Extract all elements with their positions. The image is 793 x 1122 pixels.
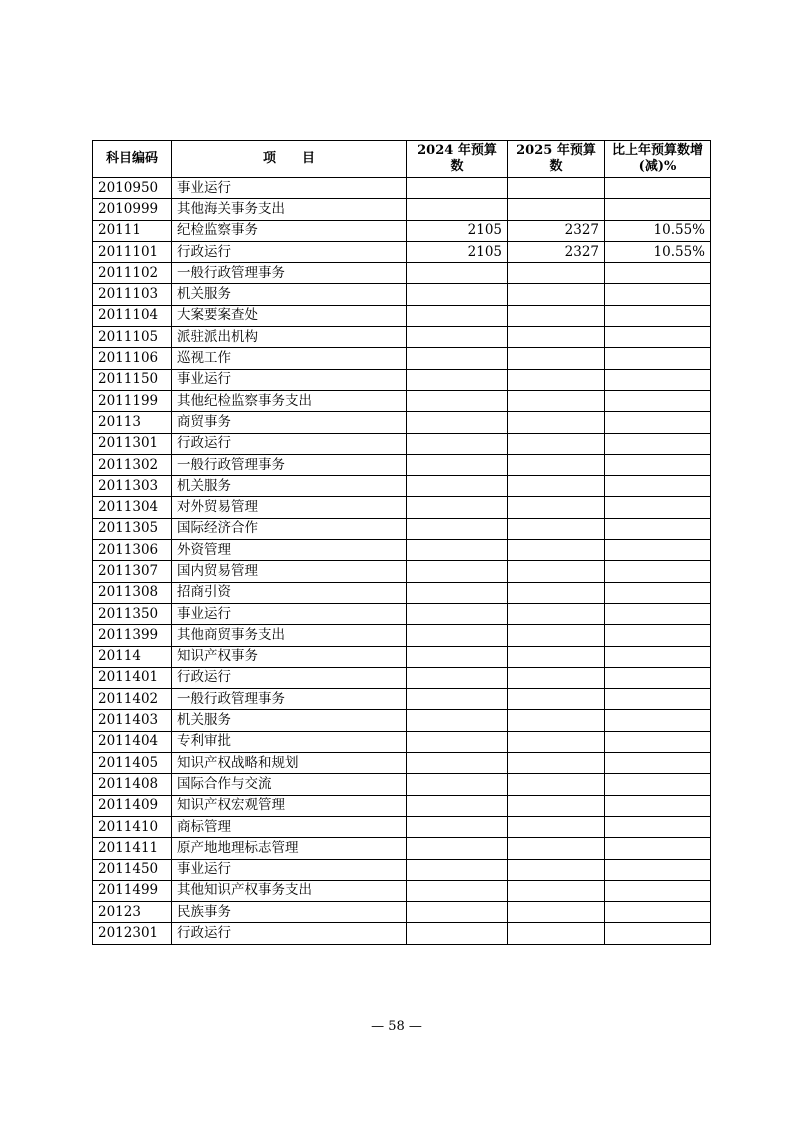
cell-budget-2024 [407, 731, 508, 752]
cell-budget-2024 [407, 582, 508, 603]
cell-change [605, 369, 711, 390]
cell-name: 外资管理 [172, 540, 407, 561]
cell-budget-2024 [407, 476, 508, 497]
cell-budget-2025 [508, 603, 605, 624]
cell-change [605, 433, 711, 454]
cell-budget-2025 [508, 454, 605, 475]
cell-budget-2024 [407, 178, 508, 199]
cell-budget-2024 [407, 518, 508, 539]
table-row [93, 710, 711, 731]
cell-change [605, 582, 711, 603]
cell-code: 2011402 [93, 689, 172, 710]
cell-change [605, 923, 711, 944]
table-row [93, 625, 711, 646]
table-row [93, 689, 711, 710]
cell-name: 招商引资 [172, 582, 407, 603]
cell-budget-2024 [407, 689, 508, 710]
cell-name: 事业运行 [172, 178, 407, 199]
cell-budget-2025 [508, 390, 605, 411]
cell-budget-2024 [407, 348, 508, 369]
cell-code: 2010999 [93, 199, 172, 220]
cell-change [605, 327, 711, 348]
cell-budget-2024 [407, 603, 508, 624]
cell-name: 大案要案查处 [172, 305, 407, 326]
table-row [93, 753, 711, 774]
cell-change [605, 284, 711, 305]
cell-name: 事业运行 [172, 859, 407, 880]
cell-budget-2025 [508, 902, 605, 923]
cell-change [605, 518, 711, 539]
cell-name: 其他商贸事务支出 [172, 625, 407, 646]
cell-budget-2025: 2327 [508, 241, 605, 262]
cell-budget-2024 [407, 923, 508, 944]
cell-budget-2025 [508, 476, 605, 497]
cell-name: 机关服务 [172, 476, 407, 497]
cell-code: 2011450 [93, 859, 172, 880]
cell-budget-2024 [407, 199, 508, 220]
cell-name: 其他海关事务支出 [172, 199, 407, 220]
table-row [93, 369, 711, 390]
cell-name: 一般行政管理事务 [172, 263, 407, 284]
cell-budget-2025 [508, 859, 605, 880]
cell-budget-2024 [407, 263, 508, 284]
cell-budget-2024 [407, 433, 508, 454]
cell-code: 2011150 [93, 369, 172, 390]
page-number: — 58 — [371, 1019, 422, 1034]
table-row [93, 646, 711, 667]
table-row [93, 518, 711, 539]
cell-code: 2011106 [93, 348, 172, 369]
cell-name: 对外贸易管理 [172, 497, 407, 518]
table-row [93, 731, 711, 752]
cell-budget-2024 [407, 646, 508, 667]
cell-code: 20114 [93, 646, 172, 667]
cell-code: 2011403 [93, 710, 172, 731]
cell-name: 行政运行 [172, 241, 407, 262]
cell-code: 2012301 [93, 923, 172, 944]
table-row [93, 561, 711, 582]
cell-code: 2010950 [93, 178, 172, 199]
cell-budget-2025 [508, 561, 605, 582]
cell-name: 国内贸易管理 [172, 561, 407, 582]
cell-budget-2025 [508, 710, 605, 731]
cell-code: 2011306 [93, 540, 172, 561]
cell-budget-2024 [407, 795, 508, 816]
cell-name: 专利审批 [172, 731, 407, 752]
cell-budget-2025 [508, 753, 605, 774]
cell-budget-2024 [407, 454, 508, 475]
cell-name: 行政运行 [172, 923, 407, 944]
cell-change [605, 859, 711, 880]
cell-budget-2025 [508, 497, 605, 518]
cell-code: 2011104 [93, 305, 172, 326]
cell-budget-2025 [508, 199, 605, 220]
cell-code: 2011499 [93, 880, 172, 901]
cell-change [605, 710, 711, 731]
header-budget-2024: 2024 年预算数 [407, 141, 508, 178]
cell-code: 2011302 [93, 454, 172, 475]
cell-name: 民族事务 [172, 902, 407, 923]
cell-code: 2011307 [93, 561, 172, 582]
header-name: 项 目 [172, 141, 407, 178]
cell-change [605, 305, 711, 326]
cell-change [605, 390, 711, 411]
table-row [93, 582, 711, 603]
cell-budget-2024 [407, 561, 508, 582]
cell-change [605, 178, 711, 199]
table-row [93, 774, 711, 795]
cell-change [605, 625, 711, 646]
cell-code: 2011105 [93, 327, 172, 348]
table-row [93, 327, 711, 348]
header-row [93, 141, 711, 178]
cell-change [605, 838, 711, 859]
cell-change [605, 667, 711, 688]
cell-budget-2025 [508, 305, 605, 326]
cell-budget-2024 [407, 284, 508, 305]
cell-budget-2024 [407, 710, 508, 731]
cell-budget-2025 [508, 731, 605, 752]
table-header [93, 141, 711, 178]
cell-code: 2011409 [93, 795, 172, 816]
table-row [93, 220, 711, 241]
cell-code: 2011102 [93, 263, 172, 284]
cell-name: 派驻派出机构 [172, 327, 407, 348]
cell-name: 国际合作与交流 [172, 774, 407, 795]
header-code: 科目编码 [93, 141, 172, 178]
cell-code: 20123 [93, 902, 172, 923]
cell-name: 知识产权宏观管理 [172, 795, 407, 816]
cell-code: 2011103 [93, 284, 172, 305]
cell-code: 20113 [93, 412, 172, 433]
cell-budget-2024 [407, 753, 508, 774]
cell-code: 2011301 [93, 433, 172, 454]
cell-budget-2024 [407, 625, 508, 646]
cell-budget-2025 [508, 795, 605, 816]
cell-name: 知识产权事务 [172, 646, 407, 667]
table-row [93, 816, 711, 837]
cell-budget-2024: 2105 [407, 220, 508, 241]
cell-budget-2025 [508, 923, 605, 944]
cell-name: 纪检监察事务 [172, 220, 407, 241]
table-row [93, 540, 711, 561]
table-row [93, 667, 711, 688]
cell-budget-2025 [508, 540, 605, 561]
cell-change [605, 454, 711, 475]
cell-budget-2025: 2327 [508, 220, 605, 241]
cell-code: 2011410 [93, 816, 172, 837]
table-row [93, 263, 711, 284]
table-row [93, 880, 711, 901]
cell-budget-2024 [407, 390, 508, 411]
cell-code: 2011305 [93, 518, 172, 539]
cell-budget-2025 [508, 880, 605, 901]
cell-change [605, 540, 711, 561]
cell-change: 10.55% [605, 220, 711, 241]
table-row [93, 603, 711, 624]
cell-code: 2011199 [93, 390, 172, 411]
cell-name: 事业运行 [172, 369, 407, 390]
cell-budget-2025 [508, 263, 605, 284]
cell-name: 其他纪检监察事务支出 [172, 390, 407, 411]
cell-change [605, 476, 711, 497]
cell-change [605, 880, 711, 901]
cell-name: 其他知识产权事务支出 [172, 880, 407, 901]
cell-budget-2024 [407, 816, 508, 837]
table-body [93, 178, 711, 945]
cell-budget-2025 [508, 689, 605, 710]
cell-budget-2025 [508, 774, 605, 795]
cell-code: 2011411 [93, 838, 172, 859]
cell-change: 10.55% [605, 241, 711, 262]
cell-code: 2011401 [93, 667, 172, 688]
cell-budget-2025 [508, 369, 605, 390]
cell-budget-2025 [508, 284, 605, 305]
cell-budget-2025 [508, 582, 605, 603]
cell-budget-2025 [508, 838, 605, 859]
cell-budget-2025 [508, 646, 605, 667]
cell-code: 2011399 [93, 625, 172, 646]
cell-code: 2011303 [93, 476, 172, 497]
cell-change [605, 561, 711, 582]
cell-name: 原产地地理标志管理 [172, 838, 407, 859]
table-row [93, 902, 711, 923]
cell-name: 机关服务 [172, 284, 407, 305]
cell-name: 商标管理 [172, 816, 407, 837]
cell-name: 一般行政管理事务 [172, 454, 407, 475]
cell-name: 行政运行 [172, 667, 407, 688]
cell-budget-2025 [508, 816, 605, 837]
cell-budget-2024 [407, 880, 508, 901]
cell-change [605, 497, 711, 518]
cell-name: 国际经济合作 [172, 518, 407, 539]
cell-change [605, 902, 711, 923]
cell-code: 2011405 [93, 753, 172, 774]
cell-name: 行政运行 [172, 433, 407, 454]
cell-change [605, 774, 711, 795]
cell-code: 2011308 [93, 582, 172, 603]
table-row [93, 390, 711, 411]
cell-code: 2011304 [93, 497, 172, 518]
table-row [93, 241, 711, 262]
cell-budget-2025 [508, 178, 605, 199]
cell-budget-2024 [407, 327, 508, 348]
cell-budget-2024 [407, 369, 508, 390]
cell-budget-2025 [508, 348, 605, 369]
cell-change [605, 348, 711, 369]
cell-change [605, 753, 711, 774]
table-row [93, 305, 711, 326]
cell-budget-2025 [508, 327, 605, 348]
table-row [93, 412, 711, 433]
cell-change [605, 263, 711, 284]
cell-budget-2024 [407, 540, 508, 561]
cell-change [605, 816, 711, 837]
table-row [93, 454, 711, 475]
cell-budget-2024 [407, 838, 508, 859]
cell-budget-2024 [407, 774, 508, 795]
table-row [93, 178, 711, 199]
cell-budget-2025 [508, 433, 605, 454]
cell-change [605, 731, 711, 752]
cell-code: 20111 [93, 220, 172, 241]
table-row [93, 348, 711, 369]
cell-budget-2024 [407, 412, 508, 433]
cell-name: 商贸事务 [172, 412, 407, 433]
header-budget-2025: 2025 年预算数 [508, 141, 605, 178]
cell-budget-2024 [407, 902, 508, 923]
cell-budget-2025 [508, 518, 605, 539]
cell-change [605, 603, 711, 624]
cell-budget-2024 [407, 859, 508, 880]
table-row [93, 199, 711, 220]
cell-change [605, 795, 711, 816]
table-row [93, 859, 711, 880]
cell-name: 事业运行 [172, 603, 407, 624]
table-row [93, 433, 711, 454]
cell-code: 2011404 [93, 731, 172, 752]
cell-budget-2024 [407, 497, 508, 518]
budget-table [92, 140, 711, 945]
table-row [93, 476, 711, 497]
header-change: 比上年预算数增 (减)% [605, 141, 711, 178]
cell-budget-2025 [508, 625, 605, 646]
cell-budget-2024: 2105 [407, 241, 508, 262]
cell-budget-2025 [508, 412, 605, 433]
cell-name: 知识产权战略和规划 [172, 753, 407, 774]
cell-code: 2011408 [93, 774, 172, 795]
cell-budget-2024 [407, 305, 508, 326]
cell-change [605, 646, 711, 667]
cell-budget-2024 [407, 667, 508, 688]
cell-code: 2011101 [93, 241, 172, 262]
cell-code: 2011350 [93, 603, 172, 624]
cell-name: 一般行政管理事务 [172, 689, 407, 710]
table-row [93, 795, 711, 816]
table-row [93, 284, 711, 305]
cell-name: 巡视工作 [172, 348, 407, 369]
table-row [93, 497, 711, 518]
cell-name: 机关服务 [172, 710, 407, 731]
cell-budget-2025 [508, 667, 605, 688]
table-row [93, 923, 711, 944]
cell-change [605, 199, 711, 220]
cell-change [605, 689, 711, 710]
table-row [93, 838, 711, 859]
cell-change [605, 412, 711, 433]
